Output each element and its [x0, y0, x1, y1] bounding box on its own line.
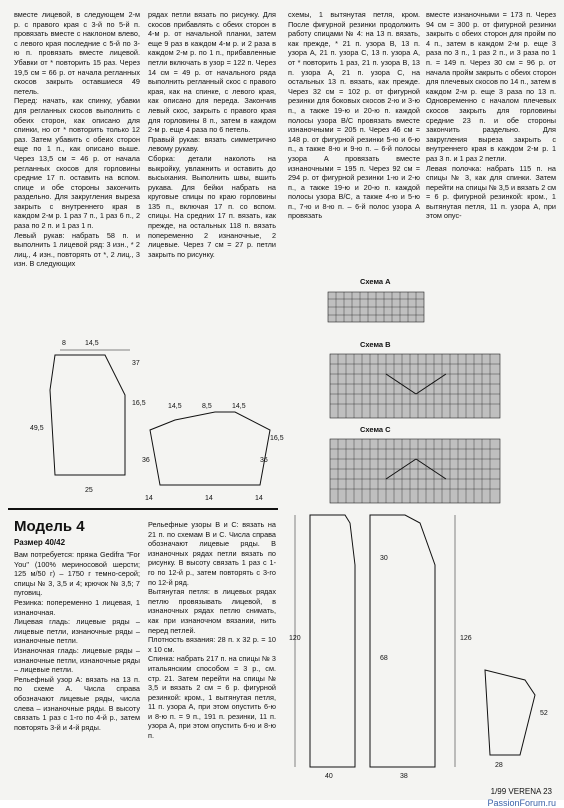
dim-label: 38: [400, 773, 408, 780]
text-column-1: [14, 10, 140, 269]
dim-label: 14,5: [232, 403, 246, 410]
model-size: Размер 40/42: [14, 538, 66, 547]
paragraph: Спинка: набрать 217 п. на спицы № 3 итальянским способом = 3 р., см. стр. 21. Затем перейти на спицы № 3,5 и вязать 2 см = 6 р. фигурной резинкой: кром., 1 вытянутая петля, 11 п. узора A, при этом опустить 6-ю и 8-ю п. = 9 п., 191 п. резинки, 11 п. узора A, при этом опустить 6-ю и 8-ю п.: [148, 654, 276, 741]
dim-label: 120: [289, 635, 301, 642]
paragraph: Вытянутая петля: в лицевых рядах петлю провязывать лицевой, в изнаночных рядах петлю снимать, как при изнаночном вязании, нить перед петлей.: [148, 587, 276, 635]
paragraph: Рельефные узоры B и C: вязать на 21 п. по схемам B и C. Числа справа обозначают лицевые ряды. В изнаночных рядах петли вязать по рисунку. В высоту связать 1 раз с 1-го по 12-й р., затем повторять с 3-го по 12-й ряд.: [148, 520, 276, 587]
dim-label: 30: [380, 555, 388, 562]
dim-label: 52: [540, 710, 548, 717]
text-column-2-lower: [148, 520, 276, 741]
scheme-c-label: Схема C: [360, 425, 391, 434]
paragraph: Левая полочка: набрать 115 п. на спицы № 3, как для спинки. Затем перейти на спицы № 3,5 и вязать 2 см = 6 р. фигурной резинкой: кром., 1 вытянутая петля, 11 п. узора A, при этом опус-: [426, 163, 556, 221]
scheme-c-chart: [326, 437, 516, 507]
dim-label: 14,5: [85, 340, 99, 347]
dim-label: 36: [142, 457, 150, 464]
dim-label: 49,5: [30, 425, 44, 432]
dim-label: 36: [260, 457, 268, 464]
scheme-b-label: Схема B: [360, 340, 391, 349]
paragraph: Правый рукав: вязать симметрично левому рукаву.: [148, 134, 276, 154]
dim-label: 16,5: [270, 435, 284, 442]
paragraph: Вам потребуется: пряжа Gedifra "For You" (100% мериносовой шерсти; 125 м/50 г) – 1750 г темно-серой; спицы № 3, 3,5 и 4; крючок № 3,5; 7 пуговиц.: [14, 550, 140, 598]
scheme-a-chart: [320, 290, 450, 330]
dim-label: 126: [460, 635, 472, 642]
dim-label: 14,5: [168, 403, 182, 410]
paragraph: Изнаночная гладь: лицевые ряды – изнаночные петли, изнаночные ряды – лицевые петли.: [14, 645, 140, 675]
dim-label: 8,5: [202, 403, 212, 410]
dim-label: 8: [62, 340, 66, 347]
scheme-b-chart: [326, 352, 516, 422]
dim-label: 68: [380, 655, 388, 662]
text-column-4: [426, 10, 556, 221]
paragraph: вместе изнаночными = 173 п. Через 94 см = 300 р. от фигурной резинки закрыть с обеих сторон для пройм по 4 п., затем в каждом 2-м р. еще 3 раза по 3 п., 1 раз 2 п., и 3 раза по 1 п. = 149 п. Через 30 см = 96 р. от начала пройм закрыть с обеих сторон для плечевых скосов по 14 п., затем в каждом 2-м р. еще 3 раза по 13 п. Одновременно с началом плечевых скосов закрыть для горловины средние 23 п. и обе стороны закончить раздельно. Для закругления выреза закрыть с внутреннего края в каждом 2-м р. 1 раз 3 п. и 1 раз 2 петли.: [426, 10, 556, 163]
sleeve-diagram: [10, 330, 150, 500]
scheme-a-label: Схема A: [360, 277, 391, 286]
dim-label: 14: [145, 495, 153, 502]
dim-label: 28: [495, 762, 503, 769]
paragraph: Лицевая гладь: лицевые ряды – лицевые петли, изнаночные ряды – изнаночные петли.: [14, 617, 140, 646]
paragraph: рядах петли вязать по рисунку. Для скосов прибавлять с обеих сторон в 4-м р. от начальной планки, затем еще 9 раз в каждом 4-м р. и 2 раза в каждом 2-м р. по 1 п., прибавленные петли включать в узор = 122 п. Через 14 см = 49 р. от начального ряда выполнить регланный скос с правого края, как на спинке, с левого края, как описано для переда. Закончив левый скос, закрыть с правого края для горловины 8 п., затем в каждом 2-м р. еще 4 раза по 6 петель.: [148, 10, 276, 135]
paragraph: Левый рукав: набрать 58 п. и выполнить 1 лицевой ряд: 3 изн., * 2 лиц., 4 изн., повторять от *, 2 лиц., 3 изн. В следующих: [14, 230, 140, 269]
paragraph: схемы, 1 вытянутая петля, кром. После фигурной резинки продолжить работу спицами № 4: на 13 п. вязать, как прежде, * 21 п. узора B, 13 п. узора A, 21 п. узора C, 13 п. узора A, от * повторить 1 раз, 21 п. узора B, 13 п. узора A, 21 п. узора C, на остальных 13 п. вязать, как прежде. Через 32 см = 102 р. от фигурной резинки для боковых скосов 2-ю и 3-ю п., а также 19-ю и 20-ю п. каждой полосы узора B/C провязать вместе изнаночными = 205 п. Через 46 см = 148 р. от фигурной резинки 5-ю и 6-ю п., а также 8-ю и 9-ю п. – 6-й полосы узора A провязать вместе изнаночными = 195 п. Через 92 см = 294 р. от фигурной резинки 1-ю и 2-ю п., а также 19-ю и 20-ю п. каждой полосы узора B/C, а также 4-ю и 5-ю п., 7-ю и 8-ю п. – 6-й полос узора A провязать: [288, 10, 420, 221]
paragraph: вместе лицевой, в следующем 2-м р. с правого края с 3-й по 5-й п. провязать вместе с наклоном влево, с левого края последние с 5-й по 3-ю п. провязать вместе лицевой. Убавки от * повторить 15 раз. Через 19,5 см = 66 р. от начала регланных скосов закрыть оставшиеся 49 петель.: [14, 10, 140, 96]
dim-label: 25: [85, 487, 93, 494]
dim-label: 37: [132, 360, 140, 367]
paragraph: Сборка: детали наколоть на выкройку, увлажнить и оставить до высыхания. Выполнить швы, вшить рукава. Для бейки набрать на круговые спицы по краю горловины 135 п., включая 17 п. со вспом. спицы. На средних 17 п. вязать, как прежде, на остальных 118 п. вязать попеременно 2 изнаночные, 2 лицевые. Через 7 см = 27 р. петли закрыть по рисунку.: [148, 153, 276, 259]
paragraph: Плотность вязания: 28 п. х 32 р. = 10 х 10 см.: [148, 635, 276, 654]
page-footer: 1/99 VERENA 23: [490, 787, 552, 796]
section-divider: [8, 508, 278, 510]
dim-label: 14: [255, 495, 263, 502]
text-column-3: [288, 10, 420, 221]
paragraph: Перед: начать, как спинку, убавки для регланных скосов выполнить с обеих сторон, как описано для спинки, но от * повторить только 12 раз. Затем убавить с обеих сторон еще по 1 п., как описано выше. Через 13,5 см = 46 р. от начала регланных скосов для горловины средние 17 п. оставить на вспом. спице и обе стороны закончить раздельно. Для закругления выреза закрыть с внутреннего края в каждом 2-м р. 1 раз 7 п., 1 раз 6 п., 2 раза по 2 п. и 1 раз 1 п.: [14, 96, 140, 231]
dim-label: 16,5: [132, 400, 146, 407]
body-diagram: [140, 400, 290, 510]
text-column-2: [148, 10, 276, 259]
watermark: PassionForum.ru: [487, 798, 556, 808]
dim-label: 14: [205, 495, 213, 502]
paragraph: Резинка: попеременно 1 лицевая, 1 изнаночная.: [14, 597, 140, 617]
model-title: Модель 4: [14, 518, 85, 535]
dim-label: 40: [325, 773, 333, 780]
text-column-1-lower: [14, 550, 140, 732]
paragraph: Рельефный узор A: вязать на 13 п. по схеме A. Числа справа обозначают лицевые ряды, числа слева – изнаночные ряды. В высоту связать 1 раз с 1-го по 4-й р., затем повторять 3-й и 4-й ряды.: [14, 674, 140, 732]
coat-diagram: [285, 505, 560, 785]
